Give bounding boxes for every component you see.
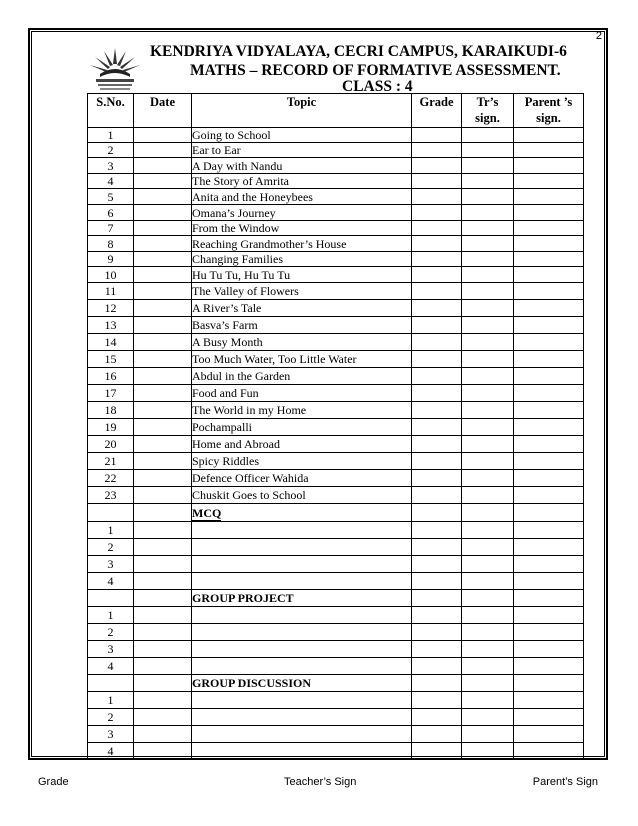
col-header-sno: S.No. (88, 94, 134, 128)
topic-cell: Hu Tu Tu, Hu Tu Tu (192, 267, 412, 283)
grade-cell[interactable] (412, 556, 462, 573)
table-row (88, 658, 584, 675)
table-row (88, 607, 584, 624)
grade-cell[interactable] (412, 709, 462, 726)
date-cell[interactable] (134, 641, 192, 658)
grade-cell[interactable] (412, 189, 462, 205)
topic-cell: Omana’s Journey (192, 205, 412, 221)
grade-cell[interactable] (412, 143, 462, 158)
topic-cell: A Busy Month (192, 334, 412, 351)
table-row (88, 189, 584, 205)
sno-cell: 13 (88, 317, 134, 334)
grade-cell[interactable] (412, 283, 462, 300)
teacher-sign-cell[interactable] (462, 317, 514, 334)
topic-cell: Changing Families (192, 252, 412, 267)
sno-cell: 16 (88, 368, 134, 385)
grade-cell[interactable] (412, 573, 462, 590)
parent-sign-cell[interactable] (514, 470, 584, 487)
table-row (88, 205, 584, 221)
teacher-sign-cell[interactable] (462, 522, 514, 539)
grade-cell[interactable] (412, 252, 462, 267)
sno-cell: 1 (88, 607, 134, 624)
parent-sign-cell[interactable] (514, 402, 584, 419)
grade-cell[interactable] (412, 317, 462, 334)
table-row (88, 385, 584, 402)
col-header-parent-sign (514, 94, 584, 128)
sno-cell: 2 (88, 624, 134, 641)
parent-sign-cell[interactable] (514, 692, 584, 709)
date-cell[interactable] (134, 419, 192, 436)
parent-sign-cell[interactable] (514, 522, 584, 539)
grade-cell[interactable] (412, 692, 462, 709)
table-row (88, 470, 584, 487)
topic-cell: The Valley of Flowers (192, 283, 412, 300)
topic-cell (192, 624, 412, 641)
date-cell[interactable] (134, 743, 192, 760)
date-cell[interactable] (134, 317, 192, 334)
sno-cell: 4 (88, 743, 134, 760)
grade-cell[interactable] (412, 641, 462, 658)
table-row (88, 158, 584, 174)
topic-cell: A River’s Tale (192, 300, 412, 317)
table-row (88, 590, 584, 607)
sno-cell: 9 (88, 252, 134, 267)
table-row (88, 174, 584, 189)
grade-cell[interactable] (412, 726, 462, 743)
teacher-sign-cell[interactable] (462, 368, 514, 385)
topic-cell: The World in my Home (192, 402, 412, 419)
table-row (88, 351, 584, 368)
teacher-sign-cell[interactable] (462, 419, 514, 436)
topic-cell: Food and Fun (192, 385, 412, 402)
parent-sign-cell[interactable] (514, 143, 584, 158)
topic-cell: A Day with Nandu (192, 158, 412, 174)
teacher-sign-cell[interactable] (462, 205, 514, 221)
footer-teacher-sign: Teacher’s Sign (284, 776, 357, 788)
grade-cell[interactable] (412, 351, 462, 368)
parent-sign-cell[interactable] (514, 726, 584, 743)
grade-cell[interactable] (412, 453, 462, 470)
col-header-grade: Grade (412, 94, 462, 128)
parent-sign-cell[interactable] (514, 504, 584, 522)
sno-cell: 6 (88, 205, 134, 221)
grade-cell[interactable] (412, 158, 462, 174)
sno-cell (88, 675, 134, 692)
table-row (88, 221, 584, 236)
grade-cell[interactable] (412, 590, 462, 607)
date-cell[interactable] (134, 236, 192, 252)
table-row (88, 143, 584, 158)
school-name: KENDRIYA VIDYALAYA, CECRI CAMPUS, KARAIKUDI-6 (150, 43, 567, 60)
topic-cell: Pochampalli (192, 419, 412, 436)
topic-cell (192, 573, 412, 590)
table-row (88, 692, 584, 709)
sno-cell (88, 590, 134, 607)
grade-cell[interactable] (412, 385, 462, 402)
topic-cell (192, 522, 412, 539)
teacher-sign-cell[interactable] (462, 539, 514, 556)
table-row (88, 556, 584, 573)
section-mcq-label (192, 504, 412, 522)
grade-cell[interactable] (412, 487, 462, 504)
table-row (88, 504, 584, 522)
teacher-sign-cell[interactable] (462, 436, 514, 453)
school-logo-icon (86, 42, 144, 94)
sno-cell: 3 (88, 556, 134, 573)
parent-sign-cell[interactable] (514, 624, 584, 641)
parent-sign-cell[interactable] (514, 334, 584, 351)
sno-cell: 11 (88, 283, 134, 300)
parent-sign-cell[interactable] (514, 189, 584, 205)
date-cell[interactable] (134, 300, 192, 317)
parent-sign-cell[interactable] (514, 453, 584, 470)
table-row (88, 300, 584, 317)
teacher-sign-cell[interactable] (462, 236, 514, 252)
sno-cell: 1 (88, 522, 134, 539)
parent-sign-cell[interactable] (514, 368, 584, 385)
parent-sign-cell[interactable] (514, 675, 584, 692)
grade-cell[interactable] (412, 402, 462, 419)
sno-cell: 8 (88, 236, 134, 252)
parent-sign-cell[interactable] (514, 236, 584, 252)
grade-cell[interactable] (412, 436, 462, 453)
sno-cell: 20 (88, 436, 134, 453)
date-cell[interactable] (134, 267, 192, 283)
date-cell[interactable] (134, 539, 192, 556)
topic-cell (192, 709, 412, 726)
sno-cell: 2 (88, 709, 134, 726)
teacher-sign-cell[interactable] (462, 556, 514, 573)
date-cell[interactable] (134, 556, 192, 573)
teacher-sign-cell[interactable] (462, 128, 514, 143)
date-cell[interactable] (134, 283, 192, 300)
grade-cell[interactable] (412, 658, 462, 675)
mcq-heading: MCQ (192, 505, 222, 520)
sno-cell (88, 504, 134, 522)
sno-cell: 23 (88, 487, 134, 504)
record-title: MATHS – RECORD OF FORMATIVE ASSESSMENT. (190, 62, 561, 79)
parent-sign-cell[interactable] (514, 573, 584, 590)
col-header-teacher-sign (462, 94, 514, 128)
teacher-sign-cell[interactable] (462, 504, 514, 522)
sno-cell: 15 (88, 351, 134, 368)
teacher-sign-cell[interactable] (462, 453, 514, 470)
date-cell[interactable] (134, 624, 192, 641)
teacher-sign-cell[interactable] (462, 624, 514, 641)
class-label: CLASS : 4 (342, 78, 413, 95)
table-row (88, 252, 584, 267)
grade-cell[interactable] (412, 419, 462, 436)
table-row (88, 317, 584, 334)
topic-cell: Too Much Water, Too Little Water (192, 351, 412, 368)
topic-cell (192, 641, 412, 658)
grade-cell[interactable] (412, 504, 462, 522)
topic-cell (192, 658, 412, 675)
topic-cell: The Story of Amrita (192, 174, 412, 189)
teacher-sign-cell[interactable] (462, 189, 514, 205)
parent-sign-cell[interactable] (514, 267, 584, 283)
date-cell[interactable] (134, 158, 192, 174)
parent-sign-cell[interactable] (514, 709, 584, 726)
topic-cell: Chuskit Goes to School (192, 487, 412, 504)
table-row (88, 402, 584, 419)
grade-cell[interactable] (412, 368, 462, 385)
teacher-sign-cell[interactable] (462, 351, 514, 368)
teacher-sign-cell[interactable] (462, 590, 514, 607)
parent-sign-cell[interactable] (514, 174, 584, 189)
date-cell[interactable] (134, 221, 192, 236)
date-cell[interactable] (134, 607, 192, 624)
date-cell[interactable] (134, 351, 192, 368)
sno-cell: 3 (88, 641, 134, 658)
sno-cell: 2 (88, 539, 134, 556)
col-header-date: Date (134, 94, 192, 128)
sno-cell: 14 (88, 334, 134, 351)
topic-cell (192, 743, 412, 760)
teacher-sign-cell[interactable] (462, 692, 514, 709)
parent-sign-cell[interactable] (514, 607, 584, 624)
grade-cell[interactable] (412, 128, 462, 143)
sno-cell: 3 (88, 158, 134, 174)
parent-sign-cell[interactable] (514, 351, 584, 368)
sno-cell: 7 (88, 221, 134, 236)
section-label: GROUP DISCUSSION (192, 675, 412, 692)
col-header-teacher-sign-line2: sign. (475, 110, 500, 125)
topic-cell: Ear to Ear (192, 143, 412, 158)
sno-cell: 1 (88, 128, 134, 143)
date-cell[interactable] (134, 402, 192, 419)
table-row (88, 487, 584, 504)
grade-cell[interactable] (412, 267, 462, 283)
col-header-topic: Topic (192, 94, 412, 128)
topic-cell: Defence Officer Wahida (192, 470, 412, 487)
teacher-sign-cell[interactable] (462, 675, 514, 692)
date-cell[interactable] (134, 487, 192, 504)
parent-sign-cell[interactable] (514, 252, 584, 267)
sno-cell: 4 (88, 573, 134, 590)
parent-sign-cell[interactable] (514, 283, 584, 300)
grade-cell[interactable] (412, 607, 462, 624)
topic-cell (192, 556, 412, 573)
topic-cell: Home and Abroad (192, 436, 412, 453)
parent-sign-cell[interactable] (514, 205, 584, 221)
topic-cell: Abdul in the Garden (192, 368, 412, 385)
teacher-sign-cell[interactable] (462, 300, 514, 317)
parent-sign-cell[interactable] (514, 385, 584, 402)
table-row (88, 128, 584, 143)
teacher-sign-cell[interactable] (462, 641, 514, 658)
sno-cell: 17 (88, 385, 134, 402)
parent-sign-cell[interactable] (514, 590, 584, 607)
table-row (88, 334, 584, 351)
date-cell[interactable] (134, 453, 192, 470)
teacher-sign-cell[interactable] (462, 334, 514, 351)
date-cell[interactable] (134, 470, 192, 487)
topic-cell: Anita and the Honeybees (192, 189, 412, 205)
teacher-sign-cell[interactable] (462, 283, 514, 300)
topic-cell (192, 539, 412, 556)
sno-cell: 22 (88, 470, 134, 487)
parent-sign-cell[interactable] (514, 743, 584, 760)
table-row (88, 236, 584, 252)
table-header-row (88, 94, 584, 128)
table-row (88, 709, 584, 726)
grade-cell[interactable] (412, 221, 462, 236)
footer-parent-sign: Parent’s Sign (532, 776, 598, 788)
parent-sign-cell[interactable] (514, 317, 584, 334)
sno-cell: 10 (88, 267, 134, 283)
sno-cell: 18 (88, 402, 134, 419)
sno-cell: 4 (88, 174, 134, 189)
parent-sign-cell[interactable] (514, 158, 584, 174)
date-cell[interactable] (134, 522, 192, 539)
table-row (88, 641, 584, 658)
date-cell[interactable] (134, 334, 192, 351)
parent-sign-cell[interactable] (514, 487, 584, 504)
table-row (88, 539, 584, 556)
parent-sign-cell[interactable] (514, 556, 584, 573)
teacher-sign-cell[interactable] (462, 252, 514, 267)
parent-sign-cell[interactable] (514, 436, 584, 453)
table-row (88, 675, 584, 692)
section-label: GROUP PROJECT (192, 590, 412, 607)
page-number: 2 (595, 30, 602, 42)
sno-cell: 3 (88, 726, 134, 743)
footer-grade: Grade (38, 776, 69, 788)
grade-cell[interactable] (412, 334, 462, 351)
date-cell[interactable] (134, 675, 192, 692)
teacher-sign-cell[interactable] (462, 174, 514, 189)
teacher-sign-cell[interactable] (462, 470, 514, 487)
grade-cell[interactable] (412, 300, 462, 317)
date-cell[interactable] (134, 174, 192, 189)
table-row (88, 453, 584, 470)
table-row (88, 624, 584, 641)
teacher-sign-cell[interactable] (462, 158, 514, 174)
col-header-teacher-sign-line1: Tr’s (476, 95, 499, 109)
grade-cell[interactable] (412, 743, 462, 760)
grade-cell[interactable] (412, 205, 462, 221)
topic-cell: Going to School (192, 128, 412, 143)
sno-cell: 19 (88, 419, 134, 436)
table-row (88, 726, 584, 743)
parent-sign-cell[interactable] (514, 221, 584, 236)
parent-sign-cell[interactable] (514, 658, 584, 675)
topic-cell (192, 726, 412, 743)
topic-cell (192, 607, 412, 624)
col-header-parent-sign-line1: Parent ’s (524, 95, 573, 109)
parent-sign-cell[interactable] (514, 419, 584, 436)
teacher-sign-cell[interactable] (462, 709, 514, 726)
teacher-sign-cell[interactable] (462, 658, 514, 675)
teacher-sign-cell[interactable] (462, 385, 514, 402)
table-row (88, 522, 584, 539)
topic-cell (192, 692, 412, 709)
teacher-sign-cell[interactable] (462, 573, 514, 590)
date-cell[interactable] (134, 368, 192, 385)
date-cell[interactable] (134, 590, 192, 607)
date-cell[interactable] (134, 658, 192, 675)
date-cell[interactable] (134, 573, 192, 590)
table-row (88, 419, 584, 436)
sno-cell: 4 (88, 658, 134, 675)
grade-cell[interactable] (412, 174, 462, 189)
table-row (88, 267, 584, 283)
date-cell[interactable] (134, 205, 192, 221)
date-cell[interactable] (134, 385, 192, 402)
teacher-sign-cell[interactable] (462, 607, 514, 624)
grade-cell[interactable] (412, 539, 462, 556)
date-cell[interactable] (134, 128, 192, 143)
teacher-sign-cell[interactable] (462, 267, 514, 283)
grade-cell[interactable] (412, 624, 462, 641)
date-cell[interactable] (134, 143, 192, 158)
teacher-sign-cell[interactable] (462, 487, 514, 504)
topic-cell: Spicy Riddles (192, 453, 412, 470)
grade-cell[interactable] (412, 236, 462, 252)
grade-cell[interactable] (412, 522, 462, 539)
parent-sign-cell[interactable] (514, 128, 584, 143)
teacher-sign-cell[interactable] (462, 143, 514, 158)
sno-cell: 1 (88, 692, 134, 709)
date-cell[interactable] (134, 504, 192, 522)
topic-cell: From the Window (192, 221, 412, 236)
teacher-sign-cell[interactable] (462, 402, 514, 419)
table-row (88, 283, 584, 300)
parent-sign-cell[interactable] (514, 300, 584, 317)
assessment-table (87, 93, 584, 760)
date-cell[interactable] (134, 436, 192, 453)
teacher-sign-cell[interactable] (462, 726, 514, 743)
topic-cell: Basva’s Farm (192, 317, 412, 334)
parent-sign-cell[interactable] (514, 641, 584, 658)
sno-cell: 2 (88, 143, 134, 158)
sno-cell: 12 (88, 300, 134, 317)
date-cell[interactable] (134, 726, 192, 743)
date-cell[interactable] (134, 252, 192, 267)
parent-sign-cell[interactable] (514, 539, 584, 556)
date-cell[interactable] (134, 709, 192, 726)
date-cell[interactable] (134, 692, 192, 709)
sno-cell: 5 (88, 189, 134, 205)
table-row (88, 368, 584, 385)
sno-cell: 21 (88, 453, 134, 470)
col-header-parent-sign-line2: sign. (536, 110, 561, 125)
table-row (88, 573, 584, 590)
grade-cell[interactable] (412, 675, 462, 692)
teacher-sign-cell[interactable] (462, 221, 514, 236)
grade-cell[interactable] (412, 470, 462, 487)
table-row (88, 743, 584, 760)
topic-cell: Reaching Grandmother’s House (192, 236, 412, 252)
teacher-sign-cell[interactable] (462, 743, 514, 760)
table-row (88, 436, 584, 453)
date-cell[interactable] (134, 189, 192, 205)
